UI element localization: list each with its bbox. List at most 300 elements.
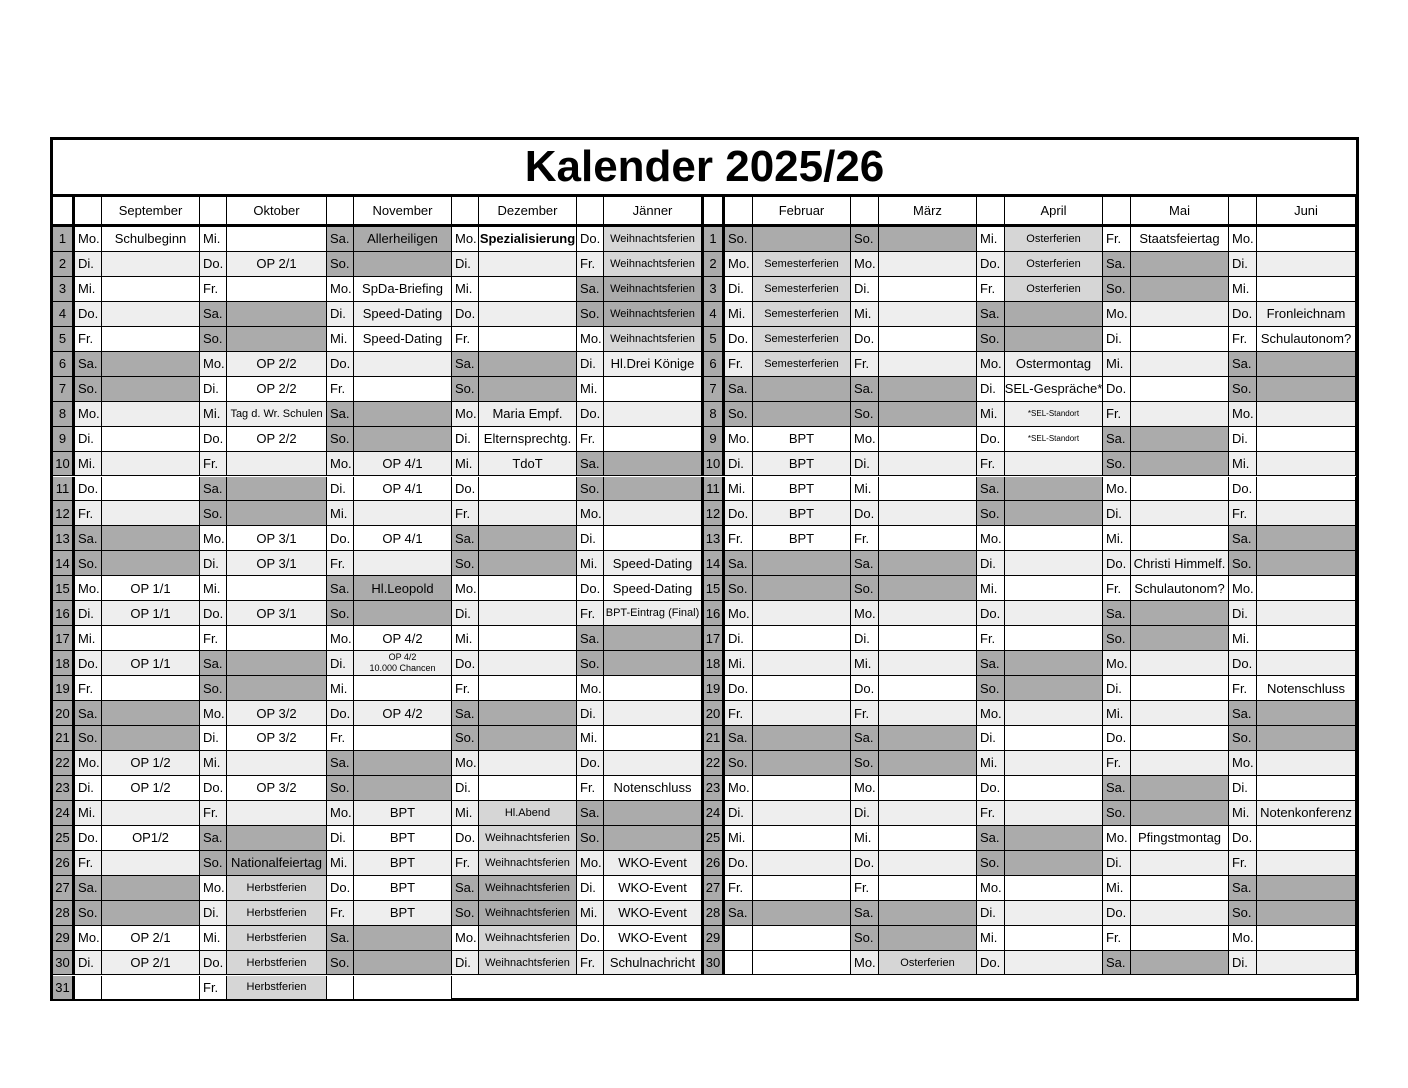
day-number: 24: [53, 801, 75, 826]
weekday-cell: Fr.: [200, 277, 227, 302]
weekday-cell: Di.: [452, 776, 479, 801]
event-cell: [102, 427, 200, 452]
event-cell: [753, 676, 851, 701]
day-number: 11: [53, 477, 75, 502]
event-cell: OP 3/2: [227, 776, 327, 801]
weekday-cell: Mo.: [452, 227, 479, 252]
weekday-cell: Sa.: [75, 876, 102, 901]
event-cell: [1257, 402, 1356, 427]
weekday-cell: Mi.: [577, 726, 604, 751]
event-cell: OP 3/1: [227, 551, 327, 576]
weekday-cell: Mo.: [327, 626, 354, 651]
event-cell: [102, 526, 200, 551]
weekday-cell: Mi.: [577, 377, 604, 402]
event-cell: [879, 576, 977, 601]
event-cell: [1257, 601, 1356, 626]
event-cell: Hl.Drei Könige: [604, 352, 704, 377]
event-cell: [479, 526, 577, 551]
weekday-cell: So.: [200, 501, 227, 526]
weekday-cell: Sa.: [1229, 352, 1257, 377]
event-cell: Semesterferien: [753, 277, 851, 302]
header-num-blank: [53, 197, 75, 227]
weekday-cell: So.: [851, 751, 879, 776]
day-number: 11: [704, 477, 725, 502]
event-cell: OP 4/1: [354, 452, 452, 477]
weekday-cell: Sa.: [851, 377, 879, 402]
weekday-cell: So.: [577, 826, 604, 851]
day-number: 17: [704, 626, 725, 651]
weekday-cell: So.: [200, 851, 227, 876]
day-number: 27: [53, 876, 75, 901]
event-cell: [1257, 377, 1356, 402]
weekday-cell: So.: [327, 776, 354, 801]
event-cell: Semesterferien: [753, 302, 851, 327]
event-cell: [753, 601, 851, 626]
weekday-cell: Do.: [75, 477, 102, 502]
event-cell: [604, 651, 704, 676]
weekday-cell: Di.: [327, 477, 354, 502]
event-cell: [753, 901, 851, 926]
event-cell: Osterferien: [1005, 252, 1103, 277]
weekday-cell: Mo.: [1229, 751, 1257, 776]
weekday-cell: Fr.: [725, 526, 753, 551]
event-cell: [1005, 551, 1103, 576]
event-cell: [1131, 876, 1229, 901]
day-number: 26: [704, 851, 725, 876]
weekday-cell: So.: [851, 402, 879, 427]
event-cell: [879, 526, 977, 551]
event-cell: [879, 901, 977, 926]
event-cell: [1131, 526, 1229, 551]
weekday-cell: Di.: [851, 801, 879, 826]
weekday-cell: Di.: [200, 551, 227, 576]
event-cell: [1005, 302, 1103, 327]
weekday-cell: Sa.: [1229, 526, 1257, 551]
event-cell: BPT: [753, 477, 851, 502]
weekday-cell: Do.: [200, 601, 227, 626]
event-cell: [102, 352, 200, 377]
event-cell: [1005, 452, 1103, 477]
weekday-cell: So.: [725, 751, 753, 776]
event-cell: [604, 427, 704, 452]
event-cell: WKO-Event: [604, 926, 704, 951]
event-cell: [479, 576, 577, 601]
event-cell: [879, 427, 977, 452]
weekday-cell: Di.: [200, 726, 227, 751]
day-number: 17: [53, 626, 75, 651]
weekday-cell: So.: [851, 576, 879, 601]
event-cell: [1257, 726, 1356, 751]
event-cell: [354, 776, 452, 801]
event-cell: [1257, 626, 1356, 651]
weekday-cell: Do.: [327, 876, 354, 901]
event-cell: [753, 402, 851, 427]
event-cell: [1005, 626, 1103, 651]
day-number: 5: [53, 327, 75, 352]
weekday-cell: Di.: [1103, 676, 1131, 701]
weekday-cell: Mo.: [977, 526, 1005, 551]
event-cell: [879, 452, 977, 477]
weekday-cell: Mi.: [977, 402, 1005, 427]
weekday-cell: Di.: [452, 951, 479, 976]
weekday-cell: Fr.: [1229, 851, 1257, 876]
event-cell: [354, 352, 452, 377]
weekday-cell: Sa.: [452, 526, 479, 551]
day-number: 28: [704, 901, 725, 926]
header-weekday-blank: [577, 197, 604, 227]
weekday-cell: So.: [725, 402, 753, 427]
event-cell: [227, 501, 327, 526]
event-cell: [354, 377, 452, 402]
weekday-cell: Di.: [75, 951, 102, 976]
weekday-cell: Do.: [577, 576, 604, 601]
weekday-cell: [75, 976, 102, 1001]
weekday-cell: Sa.: [327, 576, 354, 601]
event-cell: [1257, 901, 1356, 926]
weekday-cell: Sa.: [977, 826, 1005, 851]
event-cell: [1005, 851, 1103, 876]
weekday-cell: Mo.: [725, 252, 753, 277]
weekday-cell: Mo.: [851, 776, 879, 801]
event-cell: BPT: [354, 851, 452, 876]
day-number: 29: [704, 926, 725, 951]
weekday-cell: Fr.: [75, 676, 102, 701]
weekday-cell: Mi.: [327, 676, 354, 701]
event-cell: [604, 676, 704, 701]
weekday-cell: Fr.: [577, 252, 604, 277]
month-header: April: [1005, 197, 1103, 227]
weekday-cell: Fr.: [75, 501, 102, 526]
weekday-cell: Mo.: [1103, 477, 1131, 502]
weekday-cell: Sa.: [577, 626, 604, 651]
weekday-cell: So.: [1229, 901, 1257, 926]
event-cell: [227, 227, 327, 252]
weekday-cell: Sa.: [725, 726, 753, 751]
weekday-cell: Fr.: [577, 601, 604, 626]
weekday-cell: Mo.: [1103, 651, 1131, 676]
weekday-cell: Do.: [725, 501, 753, 526]
weekday-cell: Di.: [977, 901, 1005, 926]
month-header: März: [879, 197, 977, 227]
weekday-cell: Mo.: [200, 876, 227, 901]
event-cell: Speed-Dating: [354, 302, 452, 327]
weekday-cell: Mo.: [1229, 926, 1257, 951]
event-cell: [227, 751, 327, 776]
weekday-cell: Fr.: [977, 626, 1005, 651]
weekday-cell: Sa.: [200, 826, 227, 851]
weekday-cell: Sa.: [327, 227, 354, 252]
event-cell: [879, 601, 977, 626]
weekday-cell: Fr.: [1229, 327, 1257, 352]
weekday-cell: Di.: [577, 876, 604, 901]
weekday-cell: Di.: [327, 302, 354, 327]
event-cell: Tag d. Wr. Schulen: [227, 402, 327, 427]
weekday-cell: Fr.: [1103, 926, 1131, 951]
weekday-cell: Sa.: [452, 876, 479, 901]
weekday-cell: Di.: [577, 526, 604, 551]
day-number: 3: [704, 277, 725, 302]
event-cell: BPT: [354, 876, 452, 901]
weekday-cell: Mi.: [977, 576, 1005, 601]
day-number: 25: [53, 826, 75, 851]
event-cell: [102, 551, 200, 576]
event-cell: [1131, 926, 1229, 951]
weekday-cell: Mo.: [725, 776, 753, 801]
weekday-cell: Fr.: [1103, 751, 1131, 776]
weekday-cell: So.: [452, 726, 479, 751]
event-cell: [604, 626, 704, 651]
weekday-cell: Mo.: [851, 951, 879, 976]
weekday-cell: Do.: [327, 526, 354, 551]
weekday-cell: Mo.: [1103, 826, 1131, 851]
event-cell: SEL-Gespräche*: [1005, 377, 1103, 402]
weekday-cell: Mi.: [327, 327, 354, 352]
event-cell: [753, 701, 851, 726]
day-number: 26: [53, 851, 75, 876]
event-cell: [227, 676, 327, 701]
header-num-blank: [704, 197, 725, 227]
weekday-cell: Mo.: [200, 526, 227, 551]
event-cell: [1257, 477, 1356, 502]
event-cell: [479, 726, 577, 751]
event-cell: [102, 676, 200, 701]
event-cell: OP 1/2: [102, 751, 200, 776]
day-number: 1: [704, 227, 725, 252]
weekday-cell: Mo.: [1229, 402, 1257, 427]
month-header: Dezember: [479, 197, 577, 227]
event-cell: Weihnachtsferien: [479, 951, 577, 976]
event-cell: [879, 651, 977, 676]
event-cell: Weihnachtsferien: [604, 252, 704, 277]
weekday-cell: Sa.: [1103, 951, 1131, 976]
event-cell: WKO-Event: [604, 901, 704, 926]
day-number: 12: [53, 501, 75, 526]
weekday-cell: Do.: [75, 302, 102, 327]
weekday-cell: [725, 926, 753, 951]
weekday-cell: Do.: [851, 501, 879, 526]
weekday-cell: Sa.: [200, 302, 227, 327]
day-number: 31: [53, 976, 75, 1001]
event-cell: [1131, 327, 1229, 352]
event-cell: [227, 651, 327, 676]
event-cell: Weihnachtsferien: [479, 826, 577, 851]
weekday-cell: Fr.: [200, 801, 227, 826]
event-cell: [479, 551, 577, 576]
weekday-cell: Fr.: [851, 352, 879, 377]
event-cell: Schulbeginn: [102, 227, 200, 252]
event-cell: [604, 801, 704, 826]
event-cell: [479, 277, 577, 302]
day-number: 10: [704, 452, 725, 477]
weekday-cell: Mi.: [725, 651, 753, 676]
weekday-cell: Do.: [1103, 551, 1131, 576]
event-cell: Notenkonferenz: [1257, 801, 1356, 826]
event-cell: [479, 352, 577, 377]
day-number: 30: [53, 951, 75, 976]
weekday-cell: Di.: [725, 452, 753, 477]
event-cell: Ostermontag: [1005, 352, 1103, 377]
event-cell: [102, 452, 200, 477]
weekday-cell: Fr.: [725, 701, 753, 726]
event-cell: *SEL-Standort: [1005, 427, 1103, 452]
event-cell: WKO-Event: [604, 876, 704, 901]
event-cell: [354, 252, 452, 277]
weekday-cell: So.: [327, 427, 354, 452]
weekday-cell: Mo.: [327, 452, 354, 477]
event-cell: [1131, 352, 1229, 377]
weekday-cell: Sa.: [977, 651, 1005, 676]
event-cell: [1131, 302, 1229, 327]
weekday-cell: Mi.: [851, 651, 879, 676]
event-cell: BPT-Eintrag (Final): [604, 601, 704, 626]
event-cell: [604, 501, 704, 526]
weekday-cell: Fr.: [851, 526, 879, 551]
weekday-cell: Sa.: [200, 477, 227, 502]
weekday-cell: Fr.: [1103, 227, 1131, 252]
weekday-cell: Mi.: [200, 576, 227, 601]
event-cell: OP 2/1: [102, 951, 200, 976]
weekday-cell: Mo.: [1229, 576, 1257, 601]
event-cell: [1131, 626, 1229, 651]
event-cell: OP 1/1: [102, 651, 200, 676]
event-cell: Schulnachricht: [604, 951, 704, 976]
day-number: 13: [704, 526, 725, 551]
day-number: 14: [704, 551, 725, 576]
event-cell: [879, 701, 977, 726]
event-cell: [1257, 851, 1356, 876]
weekday-cell: Sa.: [327, 926, 354, 951]
event-cell: [879, 477, 977, 502]
weekday-cell: Fr.: [1103, 402, 1131, 427]
event-cell: Osterferien: [879, 951, 977, 976]
event-cell: [1257, 701, 1356, 726]
event-cell: [1131, 776, 1229, 801]
event-cell: [604, 377, 704, 402]
event-cell: [479, 751, 577, 776]
weekday-cell: So.: [977, 501, 1005, 526]
weekday-cell: So.: [452, 901, 479, 926]
weekday-cell: Sa.: [1103, 252, 1131, 277]
weekday-cell: Mi.: [851, 826, 879, 851]
event-cell: Maria Empf.: [479, 402, 577, 427]
event-cell: Weihnachtsferien: [479, 926, 577, 951]
weekday-cell: Do.: [1229, 302, 1257, 327]
event-cell: [1257, 227, 1356, 252]
weekday-cell: Mi.: [452, 801, 479, 826]
event-cell: [1005, 576, 1103, 601]
weekday-cell: Do.: [977, 252, 1005, 277]
event-cell: Allerheiligen: [354, 227, 452, 252]
weekday-cell: Fr.: [977, 452, 1005, 477]
weekday-cell: Sa.: [977, 477, 1005, 502]
event-cell: [1131, 726, 1229, 751]
event-cell: Herbstferien: [227, 876, 327, 901]
event-cell: OP 2/2: [227, 427, 327, 452]
event-cell: [1131, 801, 1229, 826]
event-cell: [1131, 427, 1229, 452]
weekday-cell: Mi.: [200, 402, 227, 427]
weekday-cell: Do.: [577, 227, 604, 252]
day-number: 27: [704, 876, 725, 901]
event-cell: BPT: [753, 526, 851, 551]
event-cell: [1005, 676, 1103, 701]
weekday-cell: Fr.: [327, 901, 354, 926]
weekday-cell: Di.: [577, 352, 604, 377]
weekday-cell: Do.: [977, 427, 1005, 452]
weekday-cell: Fr.: [1229, 501, 1257, 526]
weekday-cell: Mi.: [725, 826, 753, 851]
month-header: Oktober: [227, 197, 327, 227]
weekday-cell: Mo.: [327, 801, 354, 826]
weekday-cell: Di.: [851, 277, 879, 302]
weekday-cell: Mi.: [1229, 277, 1257, 302]
event-cell: Weihnachtsferien: [604, 327, 704, 352]
event-cell: [1131, 601, 1229, 626]
event-cell: [879, 227, 977, 252]
event-cell: OP 3/1: [227, 601, 327, 626]
header-weekday-blank: [75, 197, 102, 227]
day-number: 9: [53, 427, 75, 452]
event-cell: [604, 701, 704, 726]
event-cell: [1131, 701, 1229, 726]
event-cell: Nationalfeiertag: [227, 851, 327, 876]
event-cell: [604, 726, 704, 751]
weekday-cell: Mo.: [75, 926, 102, 951]
event-cell: [354, 501, 452, 526]
weekday-cell: Mi.: [452, 277, 479, 302]
weekday-cell: Do.: [200, 776, 227, 801]
day-number: 2: [53, 252, 75, 277]
day-number: 13: [53, 526, 75, 551]
event-cell: [1257, 776, 1356, 801]
event-cell: [227, 477, 327, 502]
day-number: 18: [704, 651, 725, 676]
event-cell: [1005, 477, 1103, 502]
event-cell: [753, 377, 851, 402]
event-cell: [1005, 701, 1103, 726]
weekday-cell: Di.: [75, 601, 102, 626]
event-cell: [479, 377, 577, 402]
weekday-cell: Fr.: [452, 501, 479, 526]
day-number: 21: [704, 726, 725, 751]
day-number: 22: [53, 751, 75, 776]
event-cell: Weihnachtsferien: [604, 277, 704, 302]
event-cell: OP 4/2: [354, 701, 452, 726]
weekday-cell: Mo.: [725, 601, 753, 626]
event-cell: OP 1/1: [102, 576, 200, 601]
event-cell: [753, 776, 851, 801]
weekday-cell: Sa.: [75, 701, 102, 726]
event-cell: Herbstferien: [227, 951, 327, 976]
event-cell: [479, 501, 577, 526]
event-cell: [879, 252, 977, 277]
event-cell: BPT: [753, 452, 851, 477]
day-number: 3: [53, 277, 75, 302]
day-number: 5: [704, 327, 725, 352]
event-cell: [1257, 651, 1356, 676]
event-cell: [1005, 901, 1103, 926]
weekday-cell: Do.: [1229, 477, 1257, 502]
event-cell: OP 3/1: [227, 526, 327, 551]
weekday-cell: Fr.: [327, 551, 354, 576]
event-cell: [479, 676, 577, 701]
weekday-cell: Di.: [977, 726, 1005, 751]
weekday-cell: Mi.: [577, 551, 604, 576]
event-cell: [1005, 651, 1103, 676]
weekday-cell: Di.: [977, 551, 1005, 576]
weekday-cell: Mi.: [1229, 801, 1257, 826]
weekday-cell: Do.: [200, 951, 227, 976]
